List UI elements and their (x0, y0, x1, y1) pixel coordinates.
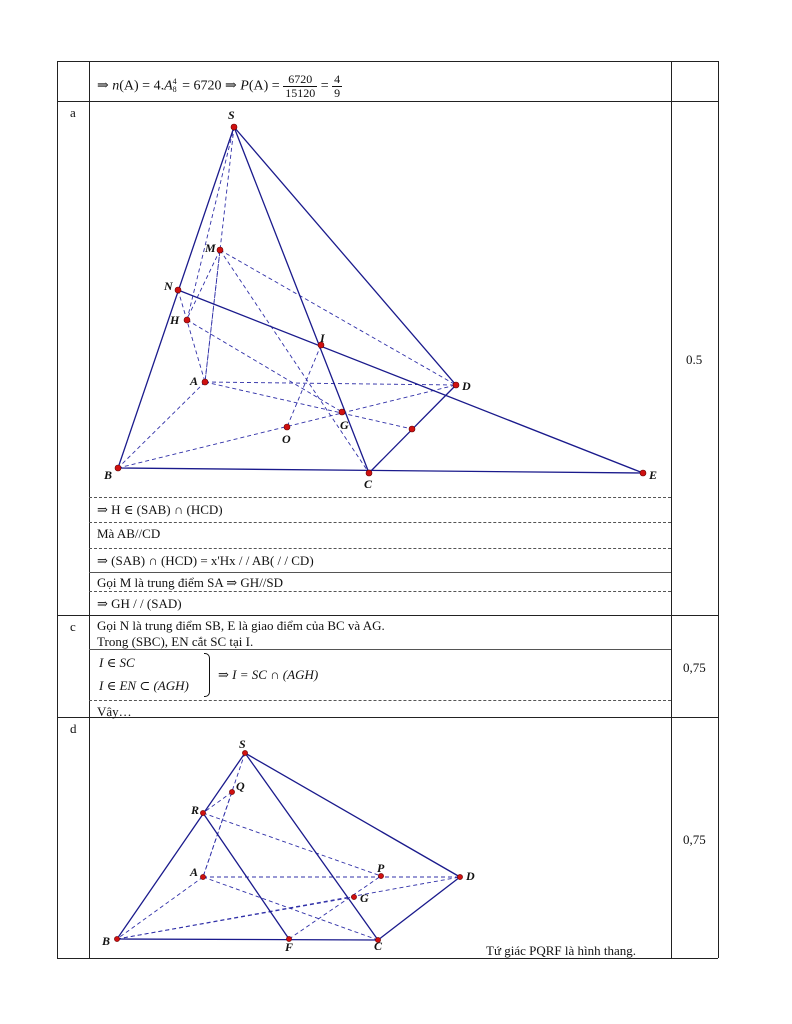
proof-line-5: ⇒ GH / / (SAD) (97, 596, 182, 611)
point-label-g: G (360, 891, 369, 905)
point-label-d: D (466, 869, 475, 883)
separator (89, 700, 671, 701)
point-label-g: G (340, 418, 349, 432)
separator (89, 572, 671, 573)
point-label-o: O (282, 432, 291, 446)
point-label-e: E (649, 468, 658, 482)
point-label-b: B (104, 468, 113, 482)
fraction-1 (283, 73, 317, 99)
table-left-border (57, 61, 58, 958)
score-a: 0.5 (686, 352, 703, 367)
formula-p: P (240, 78, 249, 94)
point-label-p: P (377, 861, 385, 875)
arrangement-superscript: 4 (172, 77, 177, 87)
row-divider-d (57, 717, 718, 718)
point-label-s: S (239, 737, 246, 751)
system-result: ⇒ I = SC ∩ (AGH) (218, 667, 319, 682)
proof-line-2: Mà AB//CD (97, 526, 161, 541)
proof-line-c1: Gọi N là trung điểm SB, E là giao điểm của BC và AG. (97, 618, 385, 633)
fraction-denominator: 9 (334, 85, 341, 100)
separator (89, 649, 671, 650)
formula-n: n (112, 78, 120, 94)
proof-line-c2: Trong (SBC), EN cắt SC tại I. (97, 634, 254, 649)
point-label-c: C (374, 939, 383, 953)
fraction-numerator: 4 (334, 72, 341, 86)
point-label-i: I (320, 331, 325, 345)
point-label-a: A (190, 865, 199, 879)
score-d: 0,75 (683, 832, 706, 847)
point-label-h: H (170, 313, 180, 327)
point-label-n: N (164, 279, 173, 293)
row-label-d: d (70, 721, 77, 736)
score-c: 0,75 (683, 660, 706, 675)
proof-line-1: ⇒ H ∈ (SAB) ∩ (HCD) (97, 502, 223, 517)
point-label-m: M (205, 241, 216, 255)
pyramid-figure-2 (90, 735, 510, 957)
system-line-1: I ∈ SC (99, 655, 135, 670)
row-divider-c (57, 615, 718, 616)
conclusion-caption: Tứ giác PQRF là hình thang. (486, 943, 637, 958)
proof-line-3: ⇒ (SAB) ∩ (HCD) = x'Hx / / AB( / / CD) (97, 553, 314, 568)
table-bottom-border (57, 958, 718, 959)
fraction-2 (332, 73, 342, 99)
point-label-b: B (102, 934, 111, 948)
separator (89, 591, 671, 592)
table-right-border (718, 61, 719, 958)
proof-line-c4: Vậy… (97, 704, 132, 719)
system-line-2: I ∈ EN ⊂ (AGH) (99, 678, 189, 693)
formula-part: (A) = (248, 78, 280, 94)
row-label-c: c (70, 619, 76, 634)
arrangement-subscript: 8 (172, 85, 177, 95)
point-label-a: A (190, 374, 199, 388)
row-label-a: a (70, 105, 76, 120)
system-brace (204, 653, 210, 697)
fraction-numerator: 6720 (283, 73, 317, 87)
fraction-denominator: 15120 (285, 85, 316, 100)
separator (89, 548, 671, 549)
probability-formula (97, 73, 342, 99)
separator (89, 497, 671, 498)
pyramid-figure-1 (90, 102, 670, 496)
proof-line-4: Gọi M là trung điểm SA ⇒ GH//SD (97, 575, 284, 590)
formula-part: = 6720 ⇒ (182, 78, 237, 94)
formula-arrangement: A (164, 78, 173, 94)
point-label-s: S (228, 108, 235, 122)
implies-symbol: ⇒ (97, 78, 109, 94)
point-label-f: F (285, 940, 294, 954)
point-label-c: C (364, 477, 373, 491)
formula-part: (A) = 4. (119, 78, 165, 94)
column-divider-right (671, 61, 672, 958)
point-label-r: R (191, 803, 200, 817)
separator (89, 522, 671, 523)
point-label-q: Q (236, 779, 245, 793)
point-label-d: D (462, 379, 471, 393)
equals-sign: = (320, 78, 329, 94)
table-top-border (57, 61, 718, 62)
